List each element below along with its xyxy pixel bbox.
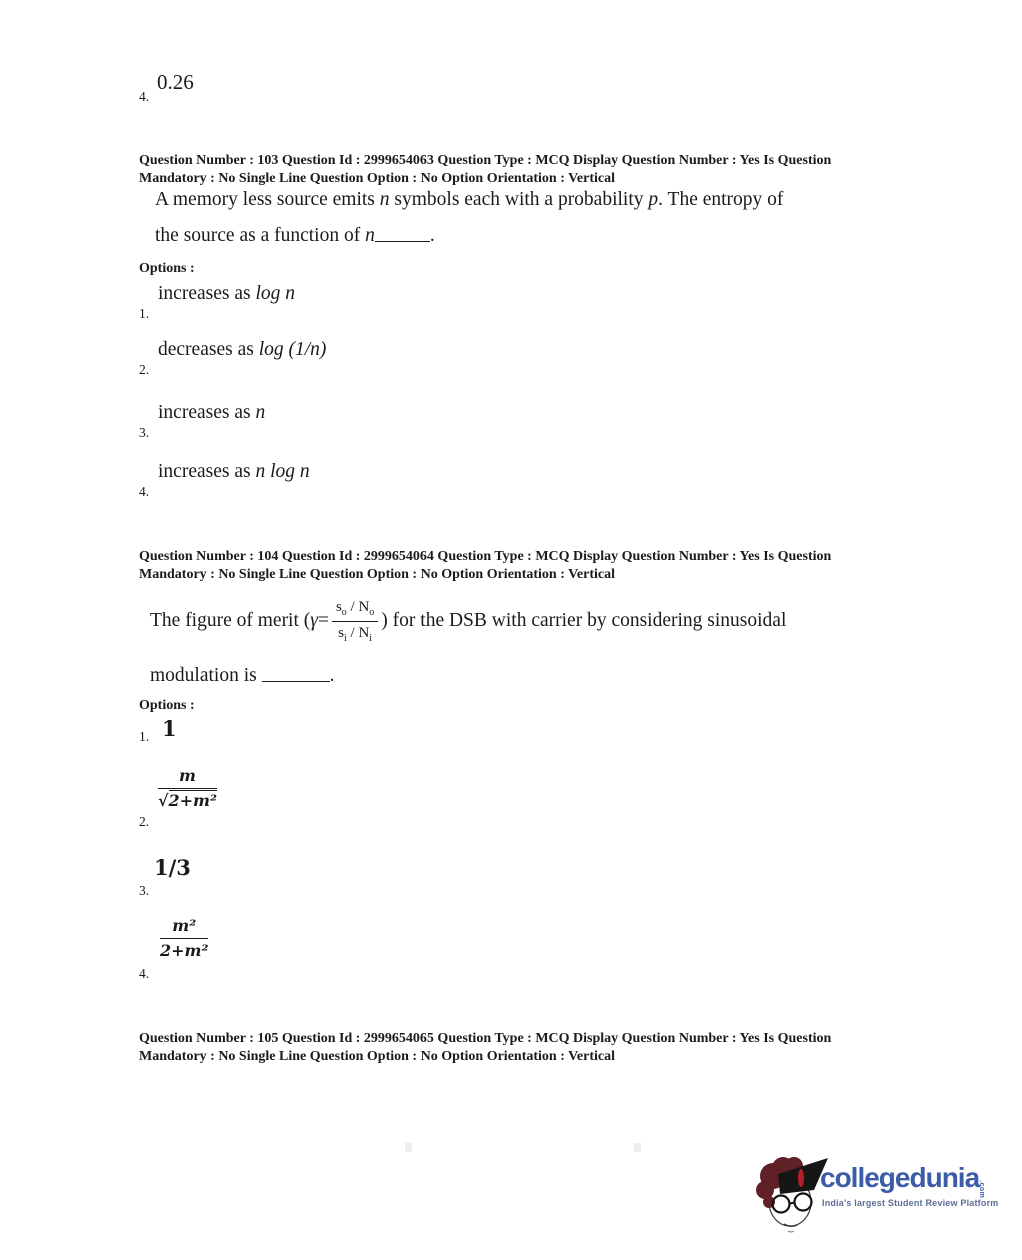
option-row bbox=[139, 461, 310, 501]
option-row bbox=[139, 339, 326, 379]
question-105-meta bbox=[139, 1030, 899, 1065]
option-number: 3. bbox=[139, 883, 150, 898]
stem-text: symbols each with a probability bbox=[389, 189, 649, 210]
fill-in-blank bbox=[262, 681, 330, 682]
stem-text: . bbox=[329, 665, 335, 686]
option-number: 2. bbox=[139, 814, 150, 829]
question-103-stem-line-2 bbox=[155, 225, 435, 247]
option-number: 4. bbox=[139, 966, 150, 981]
stem-text: The figure of merit ( bbox=[150, 610, 311, 631]
option-fraction: $\frac{\text{m²}}{\text{2+m²}}$ bbox=[160, 916, 209, 960]
fill-in-blank bbox=[375, 241, 430, 242]
option-number: 1. bbox=[139, 729, 150, 744]
option-row bbox=[139, 402, 265, 442]
question-103-meta-line2: Mandatory : No Single Line Question Option : No Option Orientation : Vertical bbox=[139, 170, 616, 186]
previous-option-number: 4. bbox=[139, 89, 150, 104]
option-number: 2. bbox=[139, 362, 150, 377]
stem-text: A memory less source emits bbox=[155, 189, 380, 210]
question-103-stem-line-1 bbox=[155, 189, 783, 211]
collegedunia-mascot-icon bbox=[752, 1150, 830, 1234]
option-text: decreases as log (1/n) bbox=[158, 339, 327, 360]
previous-option-text: 0.26 bbox=[157, 70, 194, 94]
stem-text: . The entropy of bbox=[658, 189, 784, 210]
option-number: 1. bbox=[139, 306, 150, 321]
question-104-meta-line2: Mandatory : No Single Line Question Option : No Option Orientation : Vertical bbox=[139, 566, 616, 582]
option-number: 3. bbox=[139, 425, 150, 440]
stem-text: ) for the DSB with carrier by considering sinusoidal bbox=[381, 610, 787, 631]
brand-wordmark: collegedunia bbox=[820, 1162, 980, 1193]
option-text: increases as n bbox=[158, 402, 266, 423]
question-105-meta-line2: Mandatory : No Single Line Question Option : No Option Orientation : Vertical bbox=[139, 1048, 616, 1064]
figure-of-merit-fraction: $\frac{s_o / N_o}{s_i / N_i}$ bbox=[332, 598, 378, 645]
option-text: increases as n log n bbox=[158, 461, 310, 482]
question-103-options-heading: Options : bbox=[139, 261, 195, 276]
option-text: increases as log n bbox=[158, 283, 295, 304]
stem-text: = bbox=[317, 610, 329, 631]
collegedunia-logo[interactable] bbox=[750, 1146, 1000, 1241]
variable-p: p bbox=[648, 189, 659, 210]
question-105-meta-line1: Question Number : 105 Question Id : 2999654065 Question Type : MCQ Display Question Number : Yes Is Question bbox=[139, 1031, 832, 1046]
page-artifact bbox=[405, 1143, 412, 1152]
option-row bbox=[139, 283, 295, 323]
stem-text: . bbox=[429, 225, 435, 246]
question-104-stem-line-2 bbox=[150, 665, 334, 687]
question-104-meta bbox=[139, 548, 899, 583]
option-text: 1/3 bbox=[154, 855, 191, 880]
question-103-meta bbox=[139, 152, 899, 187]
variable-n: n bbox=[379, 189, 390, 210]
radical-sign: √ bbox=[158, 791, 169, 810]
brand-domain-suffix: .com bbox=[978, 1180, 985, 1199]
gamma-symbol: γ bbox=[310, 610, 318, 631]
question-104-options-heading: Options : bbox=[139, 698, 195, 713]
variable-n: n bbox=[365, 225, 375, 246]
stem-text: modulation is bbox=[150, 665, 262, 686]
question-104-meta-line1: Question Number : 104 Question Id : 2999654064 Question Type : MCQ Display Question Number : Yes Is Question bbox=[139, 549, 832, 564]
option-number: 4. bbox=[139, 484, 150, 499]
option-text: 1 bbox=[162, 716, 177, 741]
page-artifact bbox=[634, 1143, 641, 1152]
question-104-stem-line-1 bbox=[150, 592, 786, 650]
stem-text: the source as a function of bbox=[155, 225, 366, 246]
brand-tagline: India's largest Student Review Platform bbox=[822, 1198, 999, 1208]
question-103-meta-line1: Question Number : 103 Question Id : 2999654063 Question Type : MCQ Display Question Number : Yes Is Question bbox=[139, 153, 832, 168]
option-fraction: $\frac{m}{\text{√2+m²}}$ bbox=[158, 766, 217, 810]
